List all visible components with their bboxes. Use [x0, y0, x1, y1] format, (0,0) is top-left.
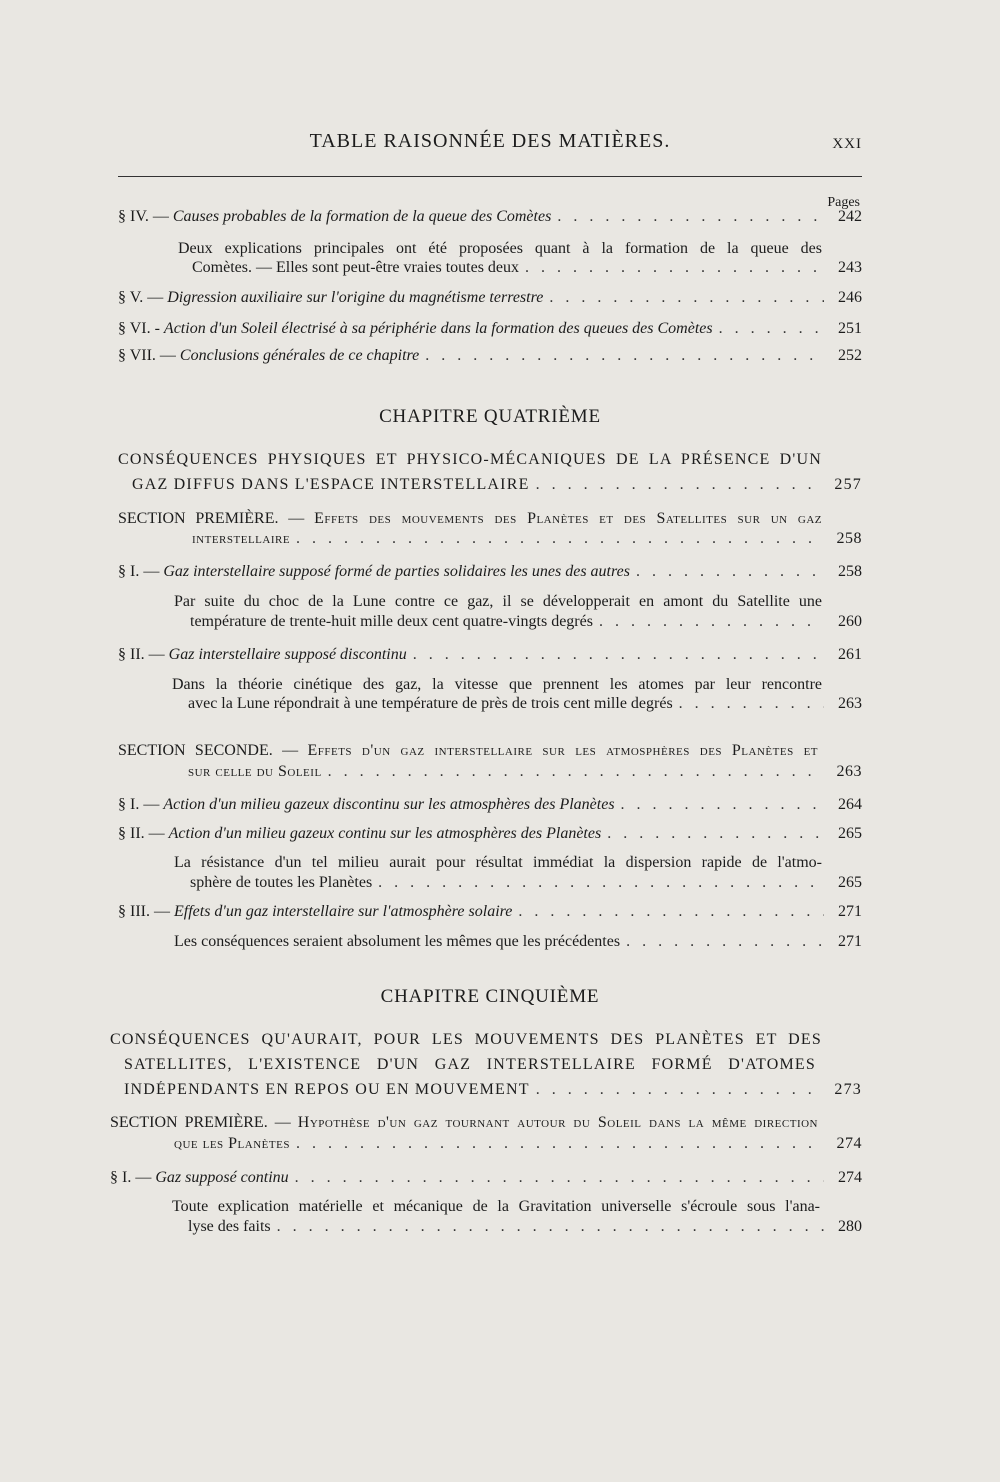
- toc-entry: GAZ DIFFUS DANS L'ESPACE INTERSTELLAIRE . . . 257: [132, 476, 862, 498]
- toc-entry: avec la Lune répondrait à une température de près de trois cent mille degrés . . . 263: [188, 695, 862, 717]
- toc-entry: température de trente-huit mille deux cent quatre-vingts degrés . . . 260: [190, 613, 862, 635]
- leader-dots: [525, 259, 824, 277]
- leader-dots: [607, 825, 824, 843]
- leader-dots: [621, 796, 824, 814]
- leader-dots: [536, 476, 824, 494]
- chapter-title-line: CONSÉQUENCES PHYSIQUES ET PHYSICO-MÉCANIQUES DE LA PRÉSENCE D'UN: [118, 451, 822, 468]
- page-ref: 265: [838, 825, 862, 842]
- leader-dots: [679, 695, 824, 713]
- toc-entry: § II. — Gaz interstellaire supposé discontinu . . . 261: [118, 646, 862, 668]
- page-ref: 263: [836, 763, 862, 780]
- pages-column-label: Pages: [827, 195, 860, 210]
- leader-dots: [295, 1169, 824, 1187]
- toc-entry: § I. — Gaz supposé continu . . . 274: [110, 1169, 862, 1191]
- chapter-heading: CHAPITRE QUATRIÈME: [379, 406, 601, 427]
- page-title: TABLE RAISONNÉE DES MATIÈRES.: [309, 130, 671, 152]
- page-ref: 271: [838, 933, 862, 950]
- leader-dots: [328, 763, 824, 781]
- page-ref: 264: [838, 796, 862, 813]
- leader-dots: [425, 347, 824, 365]
- page-ref: 251: [838, 320, 862, 337]
- leader-dots: [536, 1081, 824, 1099]
- section-heading: SECTION SECONDE. — Effets d'un gaz interstellaire sur les atmosphères des Planètes et: [118, 742, 819, 759]
- toc-entry: lyse des faits . . . 280: [188, 1218, 862, 1240]
- toc-entry: § II. — Action d'un milieu gazeux continu sur les atmosphères des Planètes . . . 265: [118, 825, 862, 847]
- page-number: XXI: [832, 136, 862, 152]
- page-ref: 257: [834, 476, 862, 493]
- leader-dots: [413, 646, 824, 664]
- chapter-title-line: CONSÉQUENCES QU'AURAIT, POUR LES MOUVEMENTS DES PLANÈTES ET DES: [110, 1031, 822, 1048]
- entry-summary-line: Dans la théorie cinétique des gaz, la vitesse que prennent les atomes par leur rencontre: [172, 676, 822, 693]
- toc-entry: § I. — Action d'un milieu gazeux discontinu sur les atmosphères des Planètes . . . 264: [118, 796, 862, 818]
- page-ref: 260: [838, 613, 862, 630]
- page-ref: 273: [834, 1081, 862, 1098]
- page-ref: 246: [838, 289, 862, 306]
- page-ref: 258: [838, 563, 862, 580]
- page-ref: 274: [836, 1135, 862, 1152]
- toc-entry: § VI. - Action d'un Soleil électrisé à sa périphérie dans la formation des queues des Comètes . . . 251: [118, 320, 862, 342]
- leader-dots: [518, 903, 824, 921]
- toc-entry: Les conséquences seraient absolument les mêmes que les précédentes . . . 271: [174, 933, 862, 955]
- toc-entry: § V. — Digression auxiliaire sur l'origine du magnétisme terrestre . . . 246: [118, 289, 862, 311]
- entry-summary-line: Deux explications principales ont été proposées quant à la formation de la queue des: [178, 240, 822, 257]
- leader-dots: [296, 1135, 824, 1153]
- leader-dots: [296, 530, 824, 548]
- running-head: [0, 128, 1000, 158]
- chapter-title-line: SATELLITES, L'EXISTENCE D'UN GAZ INTERSTELLAIRE FORMÉ D'ATOMES: [124, 1056, 816, 1073]
- toc-entry: sphère de toutes les Planètes . . . 265: [190, 874, 862, 896]
- entry-summary-line: La résistance d'un tel milieu aurait pour résultat immédiat la dispersion rapide de l'atmo-: [174, 854, 822, 871]
- page-ref: 243: [838, 259, 862, 276]
- toc-entry: interstellaire . . . 258: [192, 530, 862, 552]
- page-ref: 263: [838, 695, 862, 712]
- header-rule: [118, 176, 862, 177]
- chapter-heading: CHAPITRE CINQUIÈME: [380, 986, 600, 1007]
- toc-entry: § I. — Gaz interstellaire supposé formé de parties solidaires les unes des autres . . . 258: [118, 563, 862, 585]
- leader-dots: [636, 563, 824, 581]
- leader-dots: [277, 1218, 824, 1236]
- page-ref: 280: [838, 1218, 862, 1235]
- leader-dots: [557, 208, 824, 226]
- page-ref: 265: [838, 874, 862, 891]
- page-ref: 271: [838, 903, 862, 920]
- entry-summary-line: Toute explication matérielle et mécanique de la Gravitation universelle s'écroule sous l'ana-: [172, 1198, 820, 1215]
- toc-entry: INDÉPENDANTS EN REPOS OU EN MOUVEMENT . . . 273: [124, 1081, 862, 1103]
- page-ref: 274: [838, 1169, 862, 1186]
- section-heading: SECTION PREMIÈRE. — Effets des mouvements des Planètes et des Satellites sur un gaz: [118, 510, 823, 527]
- page-ref: 261: [838, 646, 862, 663]
- toc-entry: § IV. — Causes probables de la formation de la queue des Comètes . . . 242: [118, 208, 862, 230]
- toc-entry: que les Planètes . . . 274: [174, 1135, 862, 1157]
- leader-dots: [378, 874, 824, 892]
- toc-entry: sur celle du Soleil . . . 263: [188, 763, 862, 785]
- page-ref: 258: [836, 530, 862, 547]
- page-ref: 252: [838, 347, 862, 364]
- toc-entry: § III. — Effets d'un gaz interstellaire sur l'atmosphère solaire . . . 271: [118, 903, 862, 925]
- section-heading: SECTION PREMIÈRE. — Hypothèse d'un gaz tournant autour du Soleil dans la même direction: [110, 1114, 819, 1131]
- toc-entry: § VII. — Conclusions générales de ce chapitre . . . 252: [118, 347, 862, 369]
- page-ref: 242: [838, 208, 862, 225]
- leader-dots: [626, 933, 824, 951]
- leader-dots: [719, 320, 824, 338]
- entry-summary-line: Par suite du choc de la Lune contre ce gaz, il se développerait en amont du Satellite une: [174, 593, 822, 610]
- leader-dots: [599, 613, 824, 631]
- leader-dots: [549, 289, 824, 307]
- toc-entry: Comètes. — Elles sont peut-être vraies toutes deux . . . 243: [192, 259, 862, 281]
